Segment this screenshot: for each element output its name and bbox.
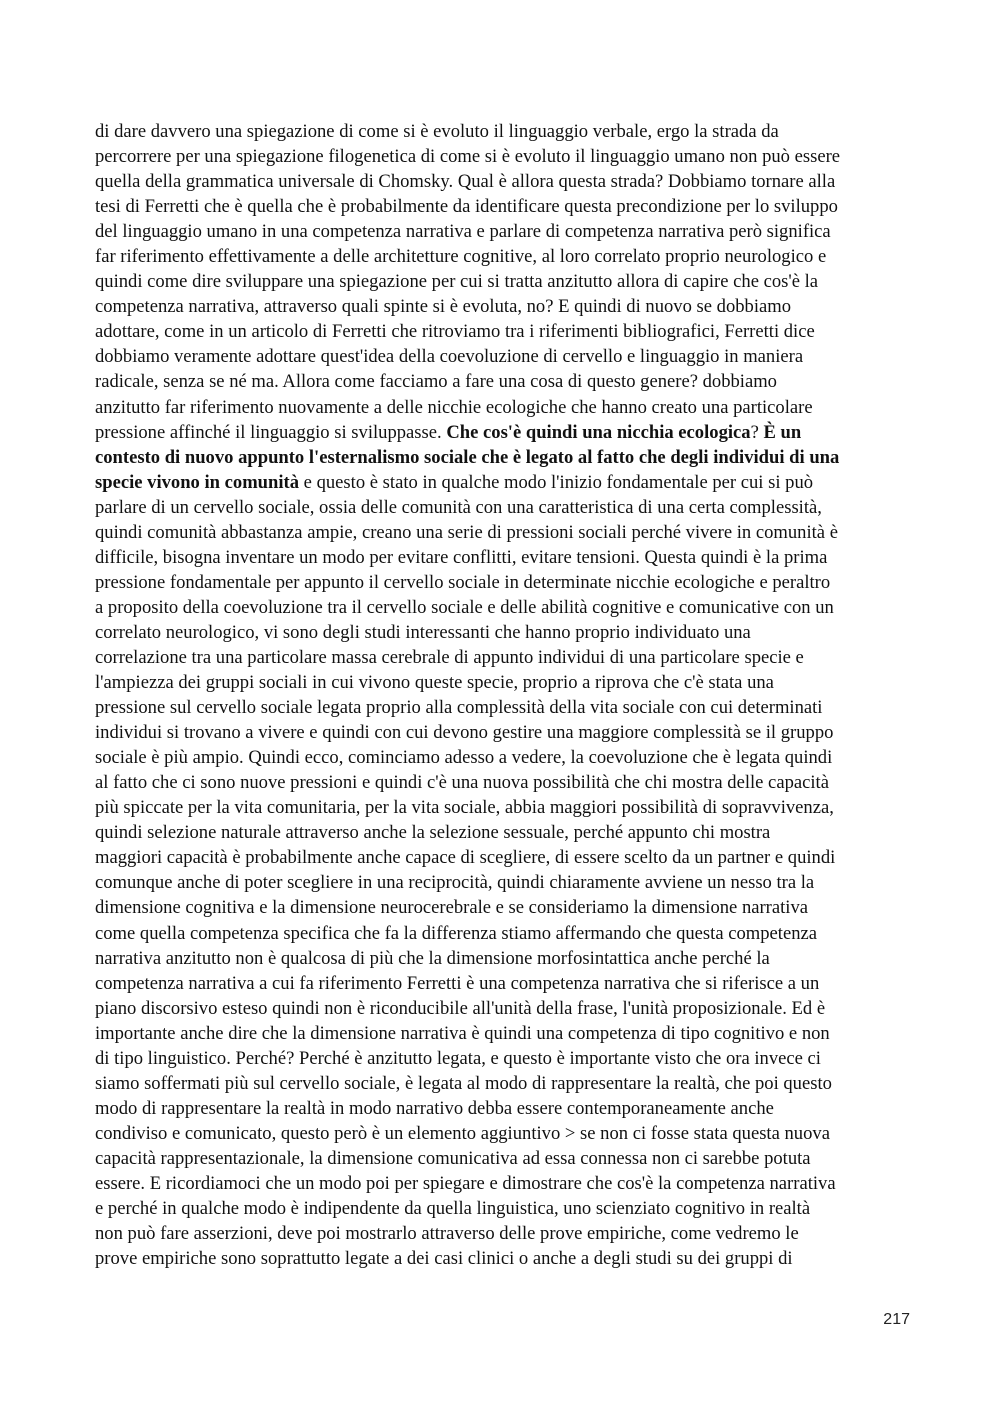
text-line: dobbiamo veramente adottare quest'idea della coevoluzione di cervello e linguaggio in maniera — [95, 346, 804, 368]
text-line: e perché in qualche modo è indipendente da quella linguistica, uno scienziato cognitivo in realtà — [95, 1198, 811, 1220]
bold-text: specie vivono in comunità — [95, 471, 300, 493]
text-line: quindi comunità abbastanza ampie, creano una serie di pressioni sociali perché vivere in comunità è — [95, 521, 838, 543]
text-line: competenza narrativa a cui fa riferimento Ferretti è una competenza narrativa che si riferisce a un — [95, 972, 820, 994]
text-line — [95, 445, 907, 470]
text-line: più spiccate per la vita comunitaria, per la vita sociale, abbia maggiori possibilità di sopravvivenza, — [95, 797, 834, 819]
text-line: specie vivono in comunità e questo è stato in qualche modo l'inizio fondamentale per cui si può — [95, 471, 814, 493]
text-line: a proposito della coevoluzione tra il cervello sociale e delle abilità cognitive e comunicative con un — [95, 596, 834, 618]
text-line: maggiori capacità è probabilmente anche capace di scegliere, di essere scelto da un partner e quindi — [95, 847, 836, 869]
text-line: sociale è più ampio. Quindi ecco, cominciamo adesso a vedere, la coevoluzione che è legata quindi — [95, 747, 833, 769]
text-line: difficile, bisogna inventare un modo per evitare conflitti, evitare tensioni. Questa quindi è la prima — [95, 546, 828, 568]
bold-text: contesto di nuovo appunto l'esternalismo sociale che è legato al fatto che degli individui di una — [95, 446, 840, 468]
text-line: dimensione cognitiva e la dimensione neurocerebrale e se consideriamo la dimensione narrativa — [95, 897, 809, 919]
text-line: non può fare asserzioni, deve poi mostrarlo attraverso delle prove empiriche, come vedremo le — [95, 1223, 799, 1245]
text-line: condiviso e comunicato, questo però è un elemento aggiuntivo > se non ci fosse stata questa nuova — [95, 1122, 830, 1144]
text-line: di dare davvero una spiegazione di come si è evoluto il linguaggio verbale, ergo la strada da — [95, 121, 779, 142]
text-line: pressione fondamentale per appunto il cervello sociale in determinate nicchie ecologiche e peraltro — [95, 571, 831, 593]
text-line: al fatto che ci sono nuove pressioni e quindi c'è una nuova possibilità che chi mostra delle capacità — [95, 772, 829, 794]
text-line: del linguaggio umano in una competenza narrativa e parlare di competenza narrativa però significa — [95, 221, 831, 243]
text-line: essere. E ricordiamoci che un modo poi per spiegare e dimostrare che cos'è la competenza narrativa — [95, 1172, 836, 1194]
text-line: pressione affinché il linguaggio si sviluppasse. Che cos'è quindi una nicchia ecologica? È un — [95, 421, 802, 443]
text-line: adottare, come in un articolo di Ferretti che ritroviamo tra i riferimenti bibliografici, Ferretti dice — [95, 321, 815, 343]
text-line: comunque anche di poter scegliere in una reciprocità, quindi chiaramente avviene un nesso tra la — [95, 872, 815, 894]
text-line: tesi di Ferretti che è quella che è probabilmente da identificare questa precondizione per lo sviluppo — [95, 196, 838, 218]
text-line: di tipo linguistico. Perché? Perché è anzitutto legata, e questo è importante visto che ora invece ci — [95, 1047, 821, 1069]
text-line: percorrere per una spiegazione filogenetica di come si è evoluto il linguaggio umano non può essere — [95, 146, 841, 168]
text-line: siamo soffermati più sul cervello sociale, è legata al modo di rappresentare la realtà, che poi questo — [95, 1072, 832, 1094]
text-line: come quella competenza specifica che fa la differenza stiamo affermando che questa competenza — [95, 922, 818, 944]
text-line: l'ampiezza dei gruppi sociali in cui vivono queste specie, proprio a riprova che c'è stata una — [95, 672, 774, 694]
text-line: far riferimento effettivamente a delle architetture cognitive, al loro correlato proprio neurologico e — [95, 246, 827, 268]
text-line: individui si trovano a vivere e quindi con cui devono gestire una maggiore complessità se il gruppo — [95, 722, 834, 744]
text-line: pressione sul cervello sociale legata proprio alla complessità della vita sociale con cui determinati — [95, 697, 823, 719]
text-line: prove empiriche sono soprattutto legate a dei casi clinici o anche a degli studi su dei gruppi di — [95, 1248, 793, 1270]
text-line: importante anche dire che la dimensione narrativa è quindi una competenza di tipo cognitivo e non — [95, 1022, 830, 1044]
text-line: radicale, senza se né ma. Allora come facciamo a fare una cosa di questo genere? dobbiamo — [95, 371, 777, 393]
page-number: 217 — [883, 1311, 910, 1328]
text-line: quindi come dire sviluppare una spiegazione per cui si tratta anzitutto allora di capire che cos'è la — [95, 271, 819, 293]
text-line: capacità rappresentazionale, la dimensione comunicativa ad essa connessa non ci sarebbe potuta — [95, 1147, 811, 1169]
text-line: anzitutto far riferimento nuovamente a delle nicchie ecologiche che hanno creato una particolare — [95, 396, 813, 418]
text-line: quindi selezione naturale attraverso anche la selezione sessuale, perché appunto chi mostra — [95, 822, 771, 844]
text-line: parlare di un cervello sociale, ossia delle comunità con una caratteristica di una certa complessità, — [95, 496, 822, 518]
text-line: competenza narrativa, attraverso quali spinte si è evoluta, no? E quindi di nuovo se dobbiamo — [95, 296, 792, 318]
text-line: modo di rappresentare la realtà in modo narrativo debba essere contemporaneamente anche — [95, 1097, 774, 1119]
bold-text: Che cos'è quindi una nicchia ecologica — [446, 421, 751, 443]
text-line: quella della grammatica universale di Chomsky. Qual è allora questa strada? Dobbiamo tornare alla — [95, 171, 836, 193]
text-line: narrativa anzitutto non è qualcosa di più che la dimensione morfosintattica anche perché la — [95, 947, 770, 969]
text-line: correlazione tra una particolare massa cerebrale di appunto individui di una particolare specie e — [95, 646, 804, 668]
text-line: piano discorsivo esteso quindi non è riconducibile all'unità della frase, l'unità proposizionale. Ed è — [95, 997, 826, 1019]
text-line: correlato neurologico, vi sono degli studi interessanti che hanno proprio individuato una — [95, 621, 751, 643]
bold-text: È un — [763, 421, 802, 443]
body-text — [95, 119, 907, 1271]
